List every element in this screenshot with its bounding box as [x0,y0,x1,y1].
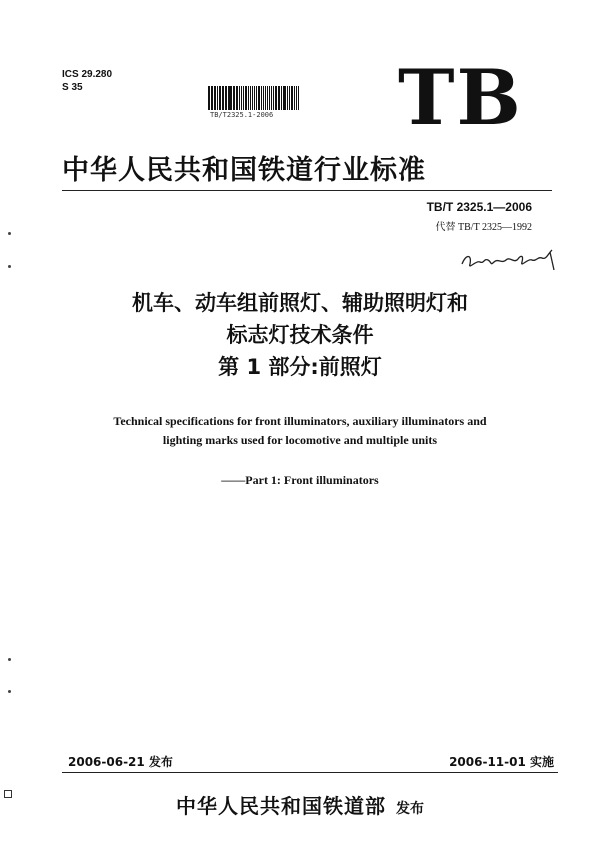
replaces-standard: 代替 TB/T 2325—1992 [435,222,532,233]
barcode-bar [273,86,274,110]
barcode-bar [294,86,295,110]
title-en-line-3: ——Part 1: Front illuminators [221,473,379,487]
title-cn-line-1: 机车、动车组前照灯、辅助照明灯和 [132,291,468,315]
ics-code-block [62,68,112,94]
barcode-bar [254,86,255,110]
issuer [0,790,600,819]
barcode-bar [252,86,253,110]
barcode-bar [208,86,210,110]
barcode-bar [214,86,216,110]
barcode-bar [284,86,286,110]
header-rule [62,190,552,191]
barcode-bar [212,86,213,110]
scan-speck [8,265,11,268]
barcode-bar [241,86,242,110]
barcode-bar [223,86,224,110]
barcode-bar [287,86,288,110]
barcode-bar [291,86,293,110]
title-en-line-2: lighting marks used for locomotive and multiple units [162,433,438,447]
barcode-bar [256,86,258,110]
barcode-bar [228,86,229,110]
ics-code: ICS 29.280 [62,69,113,80]
barcode-bar [234,86,235,110]
title-cn-line-2: 标志灯技术条件 [226,323,374,347]
barcode-bar [229,86,231,110]
footer-rule [62,772,558,773]
barcode-bar [211,86,212,110]
barcode-bar [243,86,244,110]
barcode-bar [239,86,241,110]
ccs-code: S 35 [62,82,83,93]
barcode-bar [283,86,284,110]
handwritten-mark [458,246,558,274]
title-cn-line-3: 第 1 部分:前照灯 [218,355,382,379]
issue-date: 2006-06-21 发布 [68,755,173,769]
barcode-bar [281,86,282,110]
scan-speck [8,658,11,661]
barcode-bar [289,86,290,110]
barcode-bar [278,86,280,110]
issuer-name: 中华人民共和国铁道部 [176,794,386,818]
scan-speck [8,232,11,235]
barcode-bar [298,86,299,110]
barcode-bar [219,86,221,110]
title-en-line-1: Technical specifications for front illuminators, auxiliary illuminators and [113,414,487,428]
barcode-text: TB/T2325.1-2006 [210,111,274,119]
barcode-bar [248,86,249,110]
implementation-date: 2006-11-01 实施 [449,755,554,769]
barcode-bar [217,86,218,110]
issuer-suffix: 发布 [396,801,424,817]
barcode-bar [261,86,262,110]
barcode-bar [263,86,264,110]
barcode [208,86,300,110]
standard-number: TB/T 2325.1—2006 [426,200,532,214]
barcode-bar [225,86,227,110]
scan-speck [8,690,11,693]
barcode-bar [236,86,238,110]
barcode-bar [275,86,277,110]
barcode-bar [233,86,234,110]
org-title: 中华人民共和国铁道行业标准 [62,155,426,186]
barcode-bar [267,86,268,110]
barcode-bar [265,86,267,110]
scan-mark [4,790,12,798]
barcode-bar [271,86,273,110]
barcode-bar [222,86,223,110]
barcode-bar [269,86,270,110]
barcode-bar [258,86,260,110]
tb-logo: TB [398,53,523,142]
barcode-bar [296,86,298,110]
barcode-bar [245,86,247,110]
barcode-bar [250,86,252,110]
